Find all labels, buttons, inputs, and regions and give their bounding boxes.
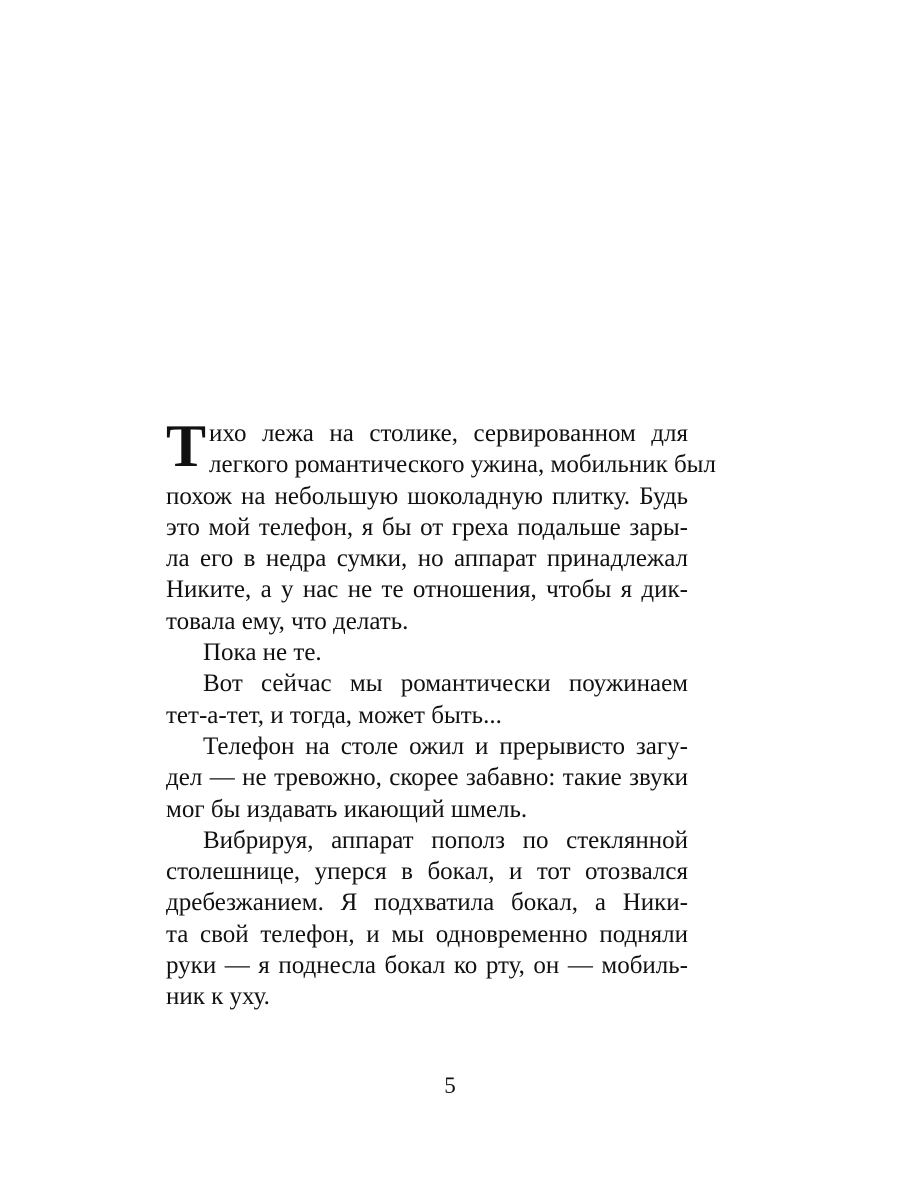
text-line: Вот сейчас мы романтически поужинаем (203, 670, 688, 698)
text-line: столешнице, уперся в бокал, и тот отозвался (166, 858, 688, 886)
text-line: руки — я поднесла бокал ко рту, он — мобиль- (166, 952, 688, 980)
text-line: дребезжанием. Я подхватила бокал, а Ники- (166, 889, 688, 917)
text-line: та свой телефон, и мы одновременно подняли (166, 920, 688, 948)
page-number: 5 (444, 1073, 456, 1098)
text-line: ник к уху. (166, 983, 270, 1011)
drop-cap: Т (166, 413, 207, 479)
text-line: Никите, а у нас не те отношения, чтобы я дик- (166, 576, 688, 604)
text-line: это мой телефон, я бы от греха подальше зары- (166, 513, 688, 541)
text-line: Вибрируя, аппарат пополз по стеклянной (203, 826, 688, 854)
text-line: похож на небольшую шоколадную плитку. Будь (166, 482, 688, 510)
text-line: тет-а-тет, и тогда, может быть... (166, 701, 502, 729)
text-line: ихо лежа на столике, сервированном для (209, 420, 688, 447)
text-line: дел — не тревожно, скорее забавно: такие звуки (166, 764, 688, 792)
text-line: Телефон на столе ожил и прерывисто загу- (203, 732, 688, 760)
text-line: товала ему, что делать. (166, 607, 409, 635)
text-line: мог бы издавать икающий шмель. (166, 795, 528, 823)
body-text (166, 413, 716, 1013)
text-line: Пока не те. (203, 639, 322, 667)
text-line: ла его в недра сумки, но аппарат принадлежал (166, 545, 688, 573)
text-line: легкого романтического ужина, мобильник был (209, 451, 716, 479)
